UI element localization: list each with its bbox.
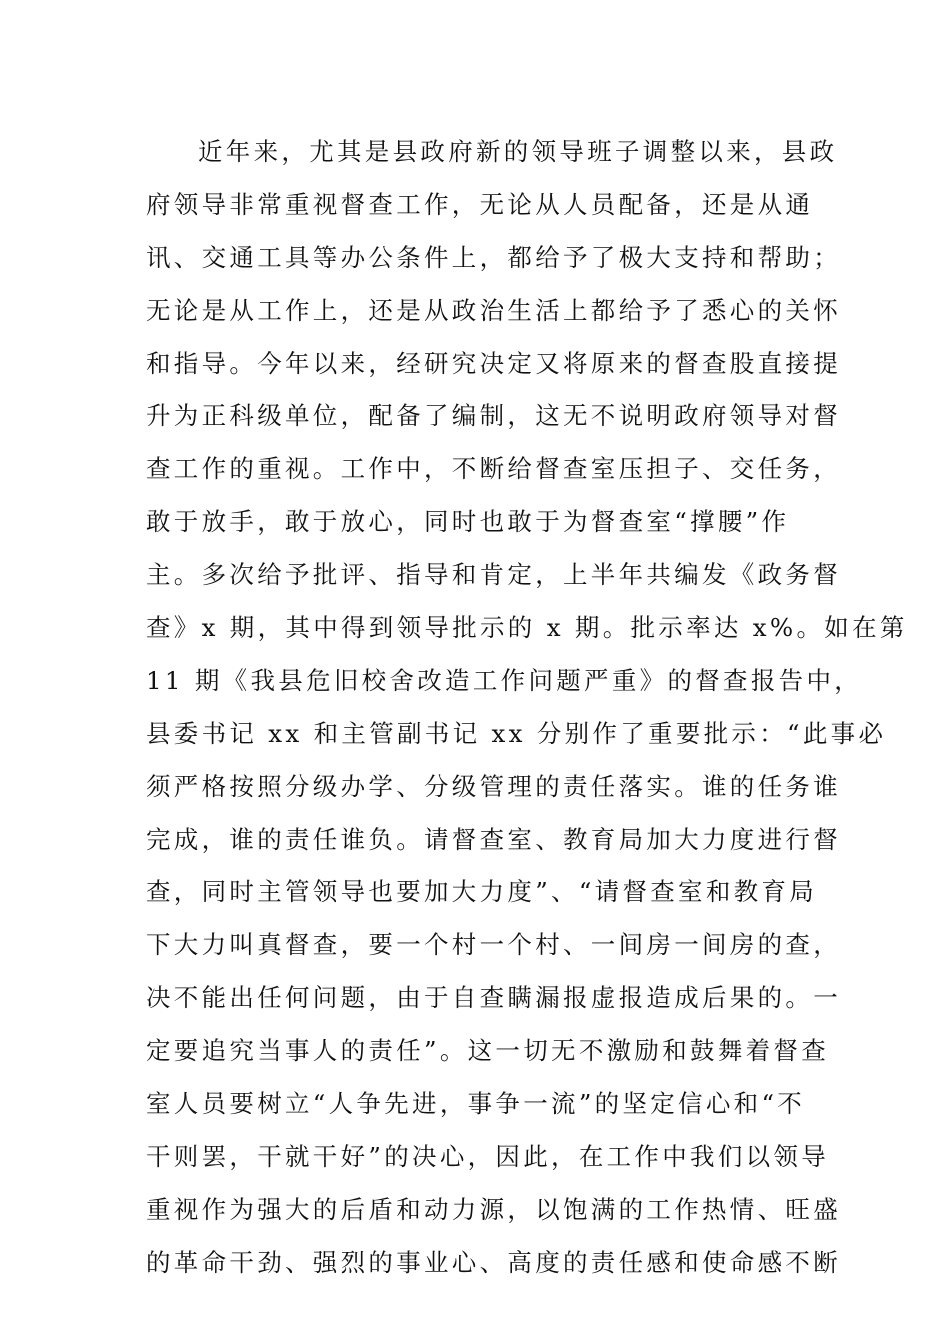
text-line: 下大力叫真督查，要一个村一个村、一间房一间房的查， — [146, 930, 841, 960]
text-line: 决不能出任何问题，由于自查瞒漏报虚报造成后果的。一 — [146, 983, 841, 1013]
text-line: 干则罢，干就干好”的决心，因此，在工作中我们以领导 — [146, 1141, 830, 1171]
body-paragraph — [146, 126, 908, 1290]
text-line: 升为正科级单位，配备了编制，这无不说明政府领导对督 — [146, 401, 841, 431]
text-line: 查，同时主管领导也要加大力度”、“请督查室和教育局 — [146, 877, 818, 907]
text-line: 查工作的重视。工作中，不断给督查室压担子、交任务， — [146, 454, 841, 484]
text-line: 11 期《我县危旧校舍改造工作问题严重》的督查报告中， — [146, 665, 863, 695]
text-line: 重视作为强大的后盾和动力源，以饱满的工作热情、旺盛 — [146, 1194, 841, 1224]
text-line: 室人员要树立“人争先进，事争一流”的坚定信心和“不 — [146, 1089, 806, 1119]
text-line: 定要追究当事人的责任”。这一切无不激励和鼓舞着督查 — [146, 1036, 830, 1066]
text-line: 主。多次给予批评、指导和肯定，上半年共编发《政务督 — [146, 560, 841, 590]
text-line: 县委书记 xx 和主管副书记 xx 分别作了重要批示：“此事必 — [146, 718, 887, 748]
text-line: 查》x 期，其中得到领导批示的 x 期。批示率达 x%。如在第 — [146, 613, 908, 643]
text-line: 完成，谁的责任谁负。请督查室、教育局加大力度进行督 — [146, 824, 841, 854]
text-line: 讯、交通工具等办公条件上，都给予了极大支持和帮助； — [146, 242, 841, 272]
text-line: 府领导非常重视督查工作，无论从人员配备，还是从通 — [146, 189, 814, 219]
text-line: 的革命干劲、强烈的事业心、高度的责任感和使命感不断 — [146, 1247, 841, 1277]
text-line: 须严格按照分级办学、分级管理的责任落实。谁的任务谁 — [146, 771, 841, 801]
text-line: 敢于放手，敢于放心，同时也敢于为督查室“撑腰”作 — [146, 507, 790, 537]
text-line: 近年来，尤其是县政府新的领导班子调整以来，县政 — [198, 137, 838, 166]
text-line: 和指导。今年以来，经研究决定又将原来的督查股直接提 — [146, 348, 841, 378]
text-line: 无论是从工作上，还是从政治生活上都给予了悉心的关怀 — [146, 295, 841, 325]
